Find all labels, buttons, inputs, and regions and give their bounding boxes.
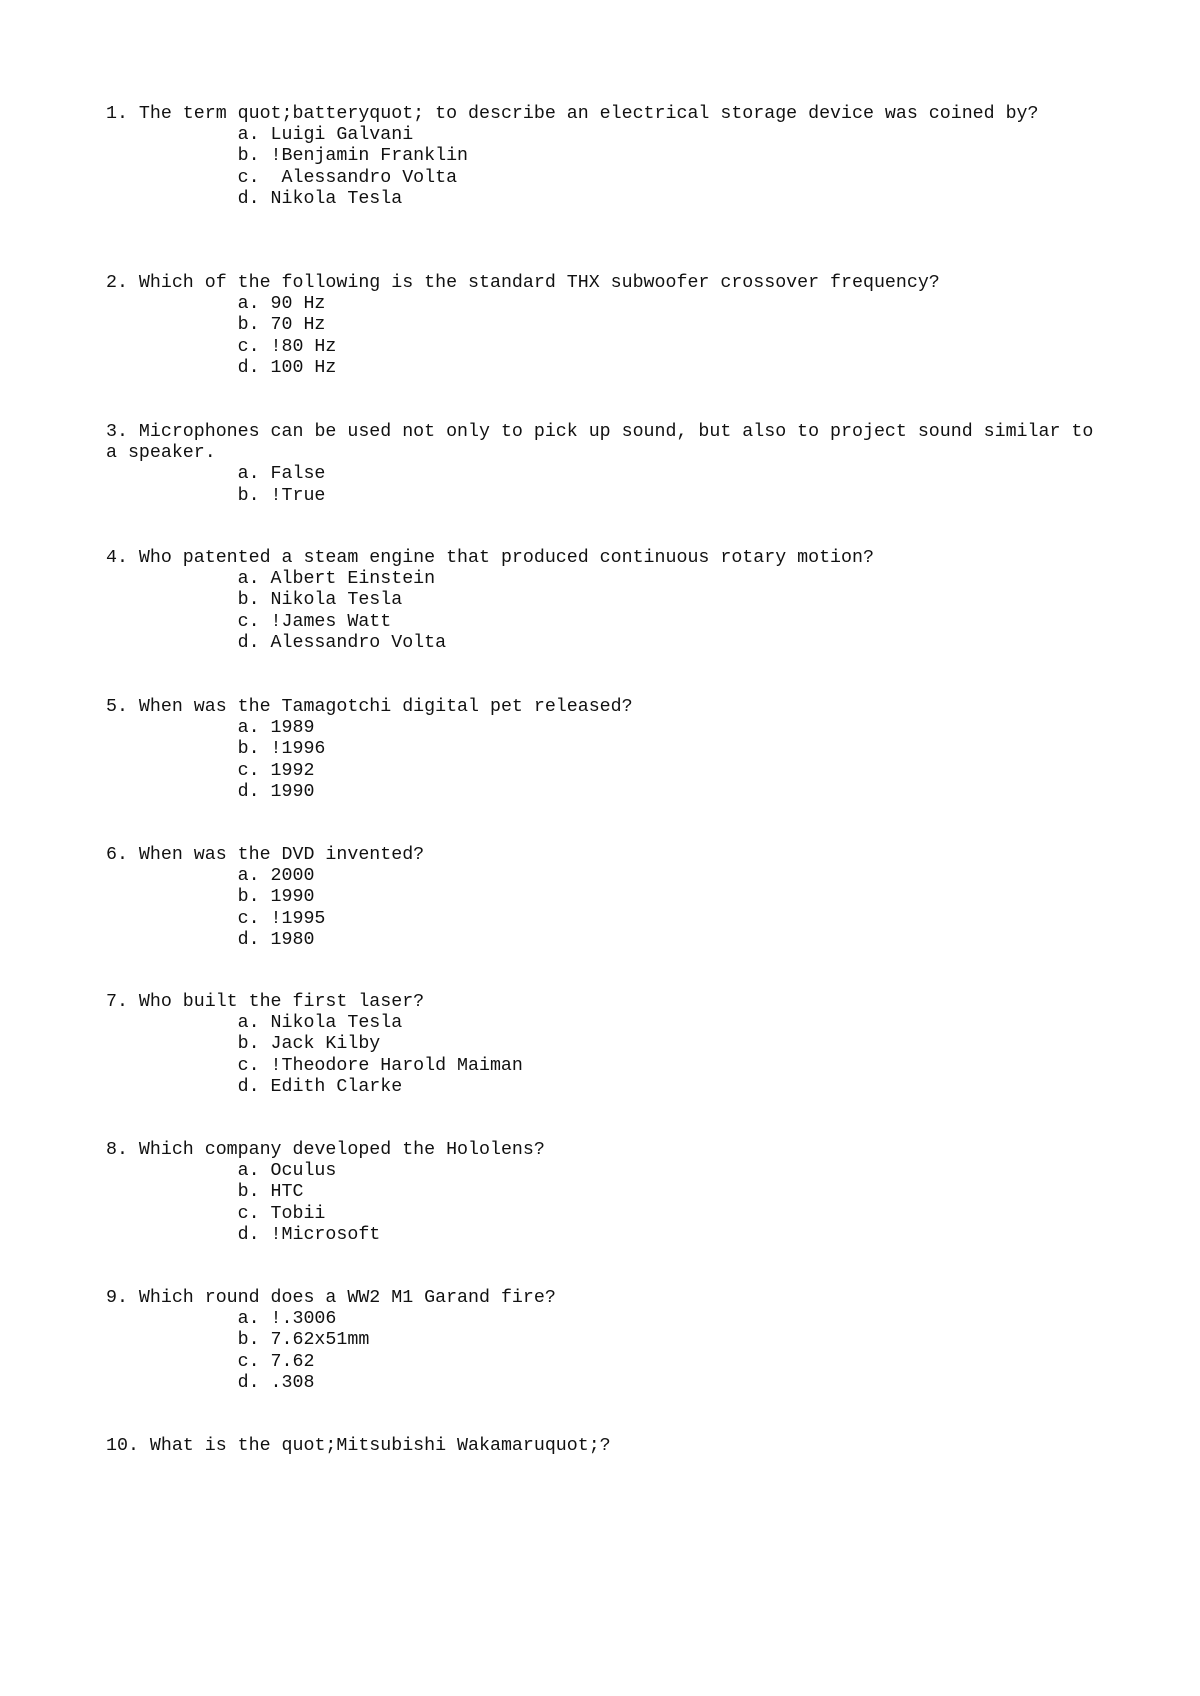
answer-option: d. Nikola Tesla	[237, 188, 403, 209]
answer-option: c. !1995	[237, 908, 326, 929]
answer-option: d. .308	[237, 1372, 315, 1393]
answer-option: d. Alessandro Volta	[237, 632, 447, 653]
answer-option: a. 1989	[237, 718, 315, 739]
answer-option: c. Tobii	[237, 1203, 326, 1224]
question-1	[106, 104, 1106, 210]
answer-option: a. Nikola Tesla	[237, 1013, 403, 1034]
question-4	[106, 548, 1106, 654]
question-text: 6. When was the DVD invented?	[106, 845, 425, 865]
answer-option: b. Nikola Tesla	[237, 590, 403, 611]
question-text: 5. When was the Tamagotchi digital pet released?	[106, 697, 633, 717]
question-text: 10. What is the quot;Mitsubishi Wakamaruquot;?	[106, 1436, 611, 1456]
question-2	[106, 273, 1106, 379]
question-10	[106, 1436, 1106, 1457]
answer-option: b. !True	[237, 485, 326, 506]
answer-option: b. HTC	[237, 1182, 304, 1203]
question-8	[106, 1140, 1106, 1246]
question-text: 9. Which round does a WW2 M1 Garand fire?	[106, 1288, 556, 1308]
answer-option: a. !.3006	[237, 1309, 337, 1330]
answer-option: c. !80 Hz	[237, 336, 337, 357]
answer-option: d. 100 Hz	[237, 357, 337, 378]
answer-option: a. 90 Hz	[237, 294, 326, 315]
answer-option: c. 7.62	[237, 1351, 315, 1372]
question-5	[106, 697, 1106, 803]
answer-option: a. 2000	[237, 866, 315, 887]
question-9	[106, 1288, 1106, 1394]
answer-option: b. !Benjamin Franklin	[237, 146, 469, 167]
question-text: 8. Which company developed the Hololens?	[106, 1140, 545, 1160]
answer-option: c. 1992	[237, 760, 315, 781]
question-text: 7. Who built the first laser?	[106, 992, 425, 1012]
answer-option: d. 1990	[237, 781, 315, 802]
answer-option: c. !Theodore Harold Maiman	[237, 1055, 523, 1076]
answer-option: b. 1990	[237, 887, 315, 908]
answer-option: a. Albert Einstein	[237, 569, 436, 590]
question-text: 1. The term quot;batteryquot; to describe an electrical storage device was coined by?	[106, 104, 1039, 124]
answer-option: c. Alessandro Volta	[237, 167, 458, 188]
question-text: 3. Microphones can be used not only to pick up sound, but also to project sound similar to a speaker.	[106, 422, 1105, 464]
answer-option: d. 1980	[237, 929, 315, 950]
answer-option: d. Edith Clarke	[237, 1076, 403, 1097]
answer-option: b. 70 Hz	[237, 315, 326, 336]
answer-option: a. Luigi Galvani	[237, 125, 414, 146]
question-3	[106, 422, 1106, 507]
question-text: 4. Who patented a steam engine that produced continuous rotary motion?	[106, 548, 874, 568]
answer-option: d. !Microsoft	[237, 1224, 381, 1245]
answer-option: b. 7.62x51mm	[237, 1330, 370, 1351]
answer-option: b. Jack Kilby	[237, 1034, 381, 1055]
question-7	[106, 992, 1106, 1098]
answer-option: a. Oculus	[237, 1161, 337, 1182]
answer-option: c. !James Watt	[237, 611, 392, 632]
answer-option: a. False	[237, 464, 326, 485]
answer-option: b. !1996	[237, 739, 326, 760]
question-text: 2. Which of the following is the standard THX subwoofer crossover frequency?	[106, 273, 940, 293]
question-6	[106, 845, 1106, 951]
